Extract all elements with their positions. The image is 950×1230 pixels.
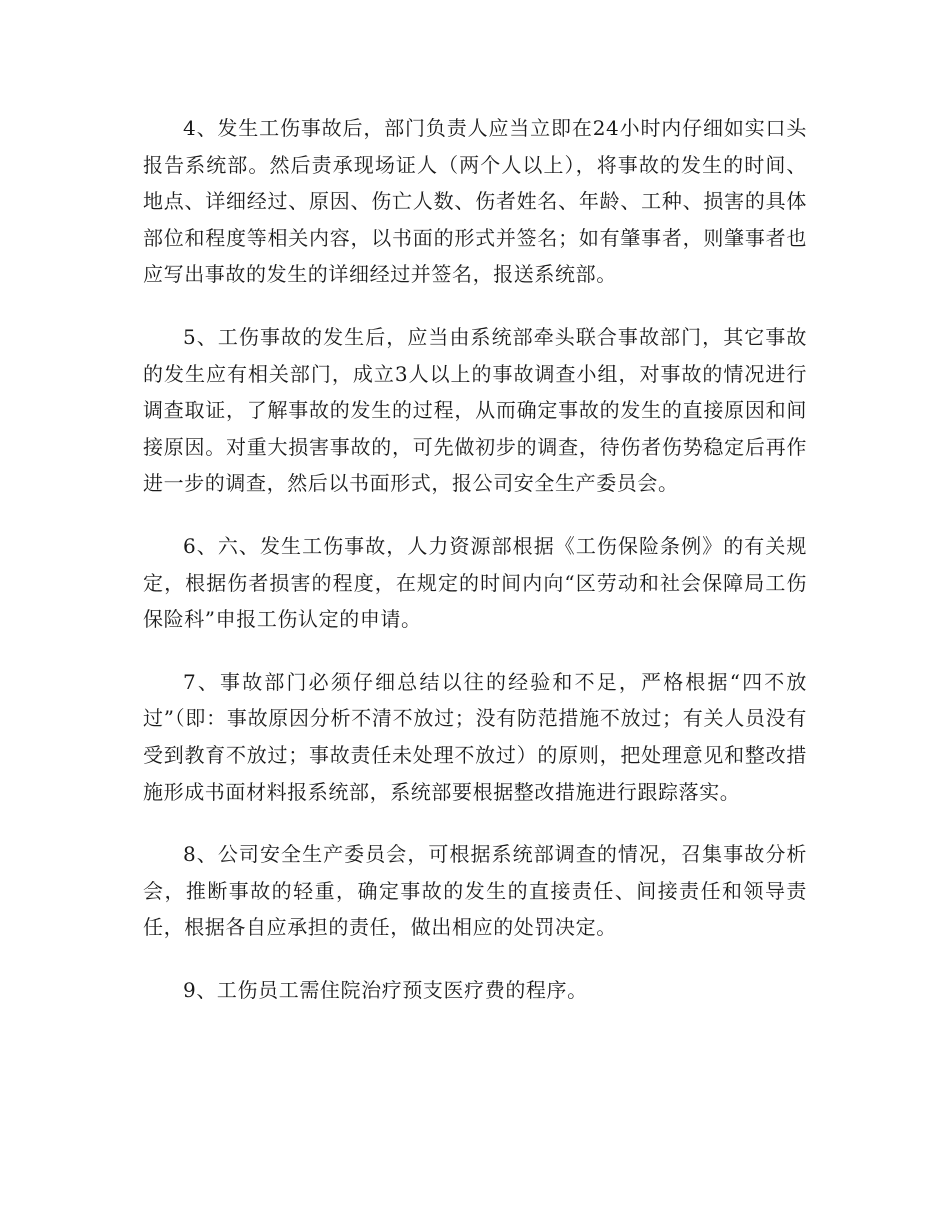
paragraph-6: 6、六、发生工伤事故，人力资源部根据《工伤保险条例》的有关规定，根据伤者损害的程度，在规定的时间内向“区劳动和社会保障局工伤保险科”申报工伤认定的申请。 [143, 533, 807, 632]
paragraph-5: 5、工伤事故的发生后，应当由系统部牵头联合事故部门，其它事故的发生应有相关部门，成立3人以上的事故调查小组，对事故的情况进行调查取证，了解事故的发生的过程，从而确定事故的发生的直接原因和间接原因。对重大损害事故的，可先做初步的调查，待伤者伤势稳定后再作进一步的调查，然后以书面形式，报公司安全生产委员会。 [143, 324, 807, 496]
document-body [143, 110, 807, 1034]
paragraph-8: 8、公司安全生产委员会，可根据系统部调查的情况，召集事故分析会，推断事故的轻重，确定事故的发生的直接责任、间接责任和领导责任，根据各自应承担的责任，做出相应的处罚决定。 [143, 842, 807, 940]
paragraph-9: 9、工伤员工需住院治疗预支医疗费的程序。 [183, 977, 588, 1002]
paragraph-4: 4、发生工伤事故后，部门负责人应当立即在24小时内仔细如实口头报告系统部。然后责承现场证人（两个人以上），将事故的发生的时间、地点、详细经过、原因、伤亡人数、伤者姓名、年龄、工种、损害的具体部位和程度等相关内容，以书面的形式并签名；如有肇事者，则肇事者也应写出事故的发生的详细经过并签名，报送系统部。 [143, 116, 807, 287]
paragraph-7: 7、事故部门必须仔细总结以往的经验和不足，严格根据“四不放过”（即：事故原因分析不清不放过；没有防范措施不放过；有关人员没有受到教育不放过；事故责任未处理不放过）的原则，把处理意见和整改措施形成书面材料报系统部，系统部要根据整改措施进行跟踪落实。 [143, 669, 807, 804]
